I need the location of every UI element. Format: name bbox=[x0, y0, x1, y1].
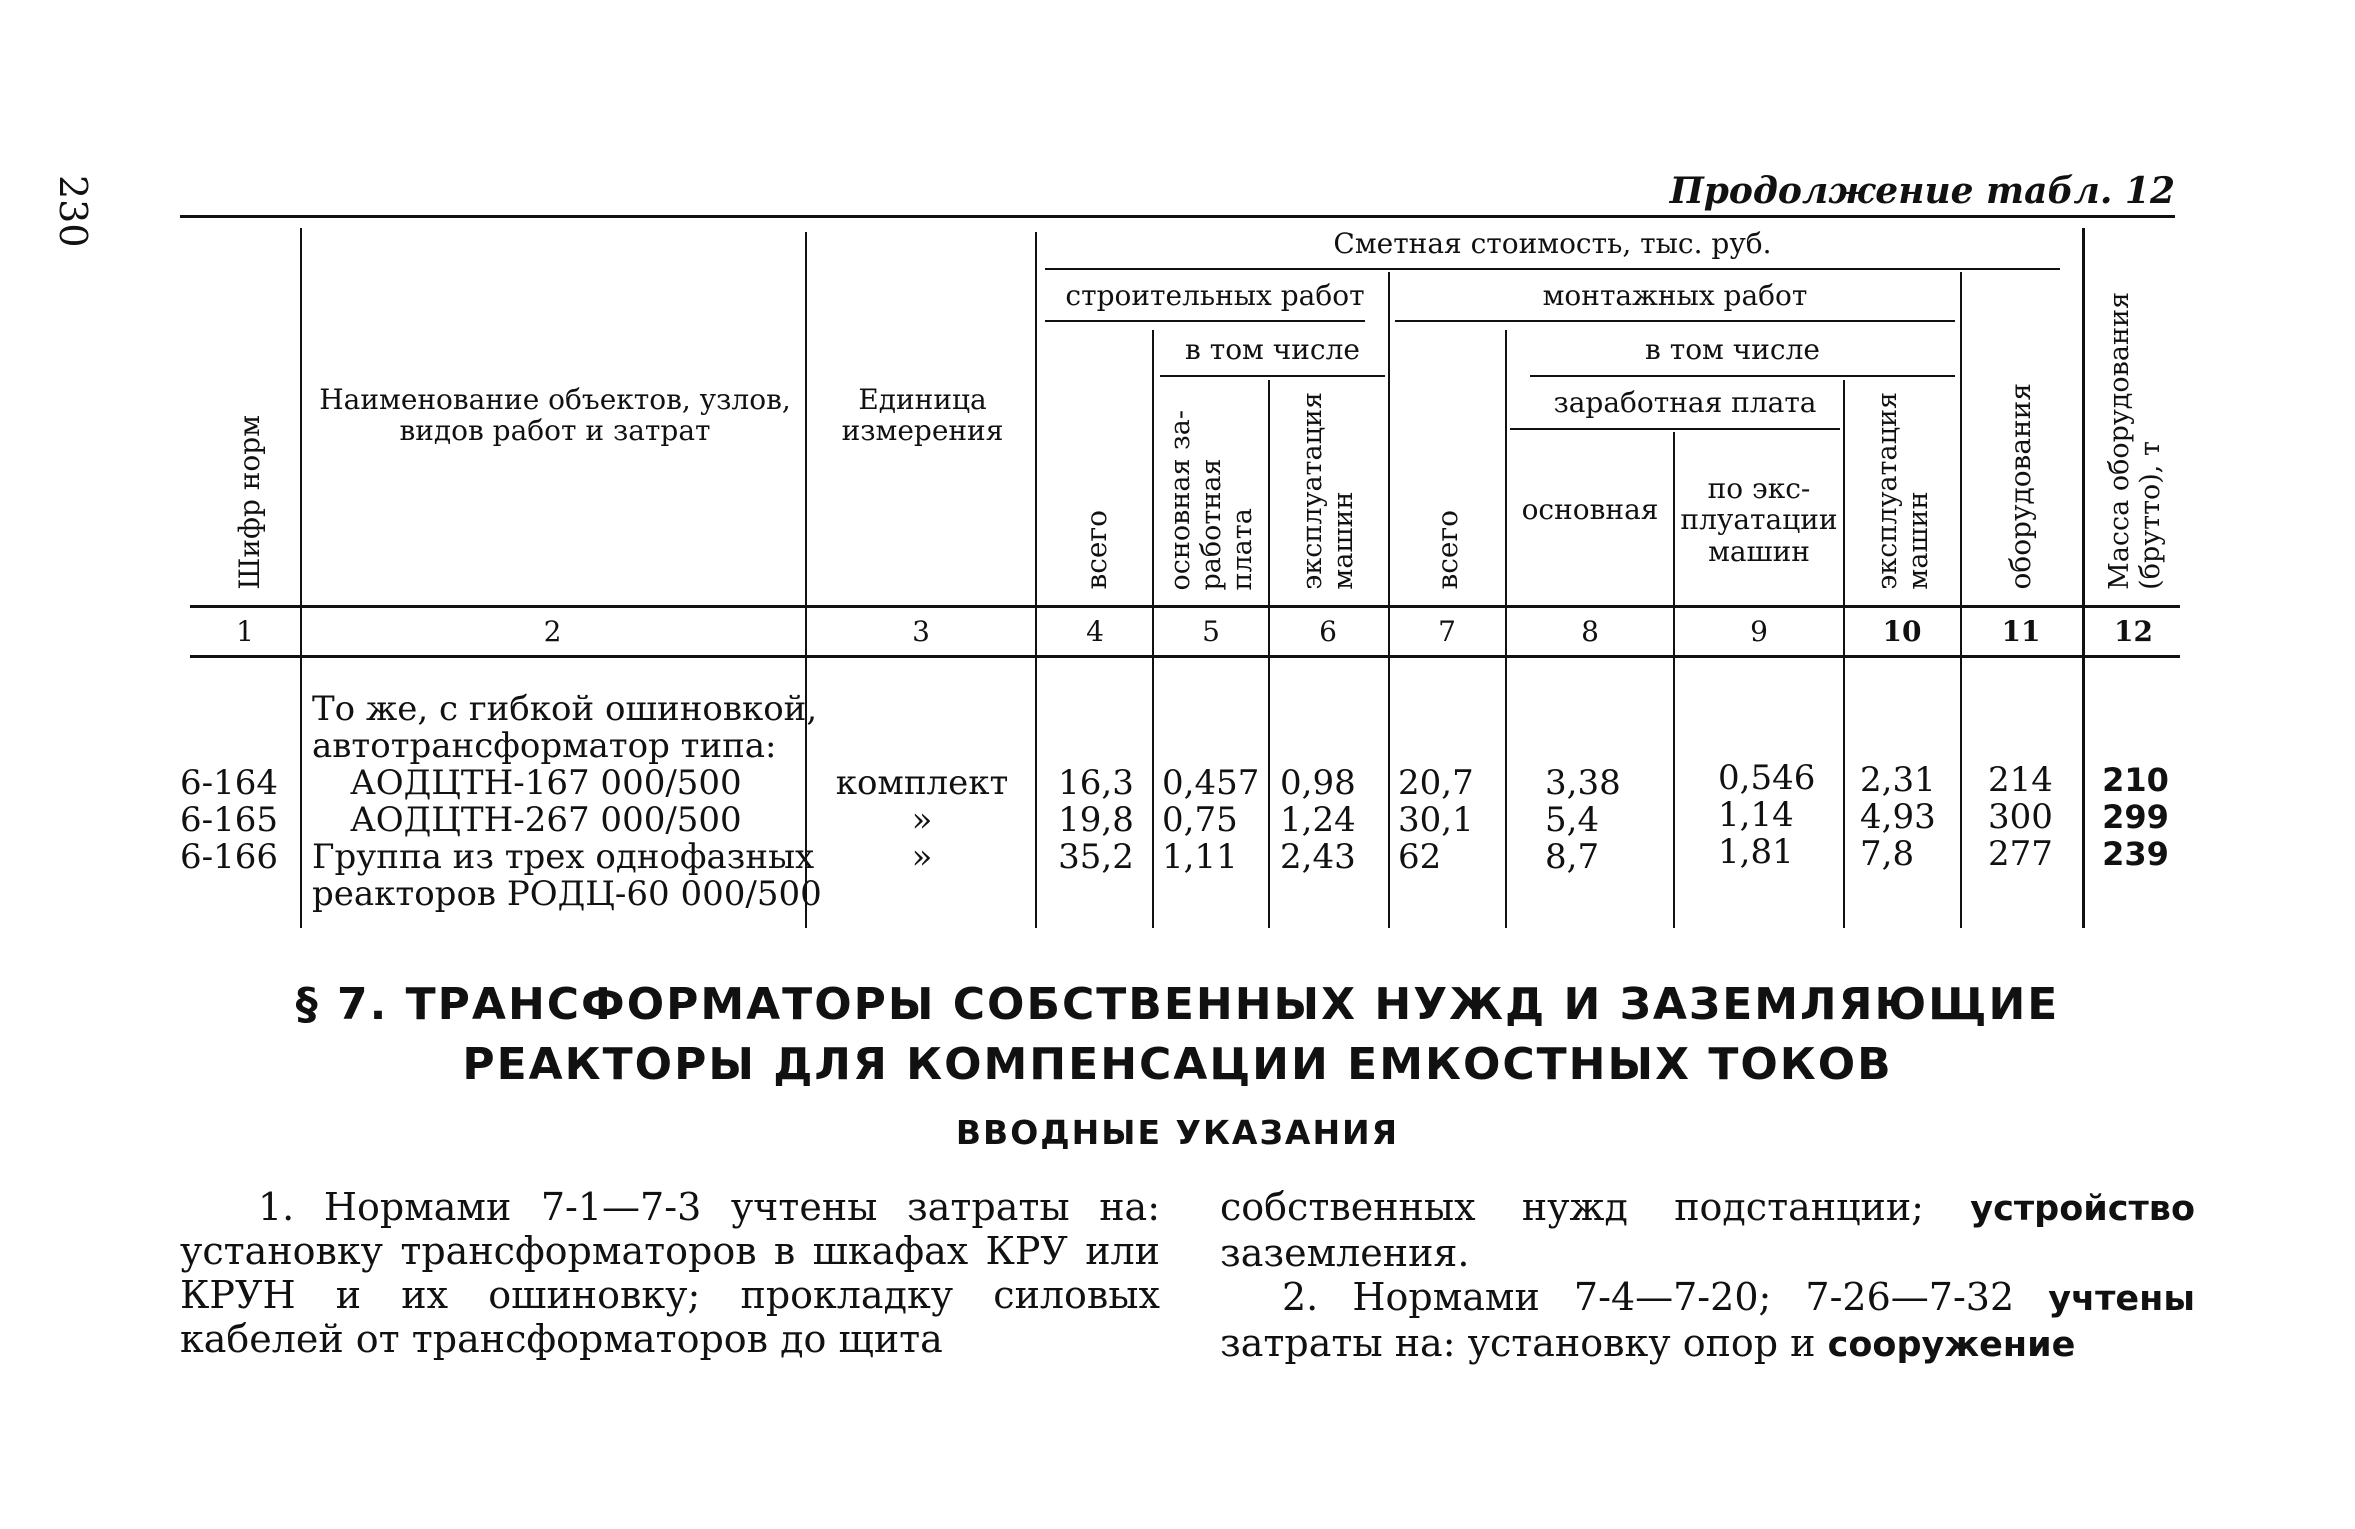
header-equipment-mass: Масса оборудования (брутто), т bbox=[2103, 292, 2166, 590]
cell-value: 210 bbox=[2102, 761, 2169, 799]
cell-value: 2,43 bbox=[1280, 837, 1356, 877]
row-name: АОДЦТН-167 000/500 bbox=[350, 763, 742, 803]
left-paragraph bbox=[180, 1185, 1160, 1361]
col11-values bbox=[1963, 762, 2078, 873]
row-unit: комплект bbox=[835, 763, 1009, 803]
col10-values bbox=[1860, 762, 1958, 873]
row-code: 6-165 bbox=[180, 800, 279, 840]
header-machine-wage: по экс- плуатации машин bbox=[1680, 471, 1838, 568]
cell-value: 214 bbox=[1988, 760, 2053, 800]
header-including-installation: в том числе bbox=[1645, 333, 1820, 367]
cell-value: 0,457 bbox=[1162, 763, 1260, 803]
row-code: 6-164 bbox=[180, 763, 279, 803]
header-including-construction: в том числе bbox=[1185, 333, 1360, 367]
cell-value: 2,31 bbox=[1860, 760, 1936, 800]
section-subtitle: ВВОДНЫЕ УКАЗАНИЯ bbox=[955, 1113, 1400, 1152]
cell-value: 20,7 bbox=[1398, 763, 1474, 803]
cell-value: 239 bbox=[2102, 835, 2169, 873]
col-num: 12 bbox=[2114, 615, 2153, 649]
row-unit: » bbox=[911, 800, 933, 840]
col-num: 8 bbox=[1581, 615, 1599, 649]
col4-values bbox=[1042, 765, 1150, 876]
cell-value: 0,75 bbox=[1162, 800, 1238, 840]
page-number: 230 bbox=[51, 175, 95, 248]
row-code: 6-166 bbox=[180, 837, 279, 877]
header-code: Шифр норм bbox=[232, 415, 266, 590]
paragraph-1: 1. Нормами 7-1—7-3 учтены затраты на: установку трансформаторов в шкафах КРУ или КРУН и их ошиновку; прокладку силовых кабелей от трансформаторов до щита bbox=[180, 1185, 1160, 1361]
col-num: 11 bbox=[2001, 615, 2041, 649]
header-total-installation: всего bbox=[1430, 510, 1464, 590]
col6-values bbox=[1280, 765, 1385, 876]
col9-values bbox=[1718, 760, 1838, 871]
cell-value: 1,24 bbox=[1280, 800, 1356, 840]
col12-values bbox=[2088, 762, 2183, 873]
cell-value: 35,2 bbox=[1058, 837, 1134, 877]
col5-values bbox=[1162, 765, 1268, 876]
header-machine-operation-installation: эксплуатация машин bbox=[1871, 392, 1934, 590]
cell-value: 0,546 bbox=[1718, 758, 1816, 798]
cell-value: 7,8 bbox=[1860, 834, 1915, 874]
header-estimated-cost: Сметная стоимость, тыс. руб. bbox=[1333, 227, 1772, 261]
col-num: 2 bbox=[543, 615, 562, 649]
cell-value: 62 bbox=[1398, 837, 1442, 877]
tail-line: реакторов РОДЦ-60 000/500 bbox=[312, 874, 822, 914]
header-unit: Единица измерения bbox=[841, 382, 1004, 447]
name-column bbox=[312, 689, 822, 914]
intro-line: автотрансформатор типа: bbox=[312, 726, 777, 766]
header-equipment: оборудования bbox=[2003, 383, 2037, 590]
unit-column bbox=[812, 765, 1032, 876]
col-num: 10 bbox=[1882, 615, 1922, 649]
paragraph-2: 2. Нормами 7-4—7-20; 7-26—7-32 учтены затраты на: установку опор и сооружение bbox=[1220, 1275, 2195, 1365]
header-construction-works: строительных работ bbox=[1065, 279, 1365, 313]
col-num: 9 bbox=[1750, 615, 1768, 649]
header-base-wage-construction: основная за- работная плата bbox=[1165, 409, 1259, 590]
header-installation-works: монтажных работ bbox=[1542, 279, 1808, 313]
table-continuation-label: Продолжение табл. 12 bbox=[1669, 170, 2175, 212]
section-title-line: РЕАКТОРЫ ДЛЯ КОМПЕНСАЦИИ ЕМКОСТНЫХ ТОКОВ bbox=[462, 1039, 1893, 1090]
header-base: основная bbox=[1521, 493, 1659, 527]
cell-value: 30,1 bbox=[1398, 800, 1474, 840]
col-num: 6 bbox=[1319, 615, 1337, 649]
intro-line: То же, с гибкой ошиновкой, bbox=[312, 689, 818, 729]
col-num: 5 bbox=[1202, 615, 1220, 649]
col-num: 3 bbox=[912, 615, 930, 649]
row-unit: » bbox=[911, 837, 933, 877]
col-num: 7 bbox=[1438, 615, 1456, 649]
header-name: Наименование объектов, узлов, видов работ и затрат bbox=[319, 382, 791, 447]
col-num: 4 bbox=[1086, 615, 1104, 649]
section-title-line: § 7. ТРАНСФОРМАТОРЫ СОБСТВЕННЫХ НУЖД И ЗАЗЕМЛЯЮЩИЕ bbox=[295, 979, 2060, 1030]
cell-value: 8,7 bbox=[1545, 837, 1600, 877]
cell-value: 299 bbox=[2102, 798, 2169, 836]
cell-value: 16,3 bbox=[1058, 763, 1134, 803]
col8-values bbox=[1545, 765, 1670, 876]
row-name: Группа из трех однофазных bbox=[312, 837, 815, 877]
row-name: АОДЦТН-267 000/500 bbox=[350, 800, 742, 840]
cell-value: 4,93 bbox=[1860, 797, 1936, 837]
cell-value: 3,38 bbox=[1545, 763, 1621, 803]
header-machine-operation-construction: эксплуатация машин bbox=[1296, 392, 1359, 590]
header-wage: заработная плата bbox=[1553, 386, 1817, 420]
header-total-construction: всего bbox=[1080, 510, 1114, 590]
code-column bbox=[180, 765, 290, 876]
section-title bbox=[0, 975, 2355, 1095]
cell-value: 1,81 bbox=[1718, 832, 1794, 872]
cell-value: 5,4 bbox=[1545, 800, 1600, 840]
cell-value: 1,11 bbox=[1162, 837, 1238, 877]
right-paragraphs bbox=[1220, 1185, 2195, 1367]
cell-value: 1,14 bbox=[1718, 795, 1794, 835]
cell-value: 300 bbox=[1988, 797, 2053, 837]
cell-value: 19,8 bbox=[1058, 800, 1134, 840]
paragraph-1-continued: собственных нужд подстанции; устройство заземления. bbox=[1220, 1185, 2195, 1275]
col-num: 1 bbox=[236, 615, 254, 649]
col7-values bbox=[1398, 765, 1503, 876]
cell-value: 277 bbox=[1988, 834, 2053, 874]
cell-value: 0,98 bbox=[1280, 763, 1356, 803]
